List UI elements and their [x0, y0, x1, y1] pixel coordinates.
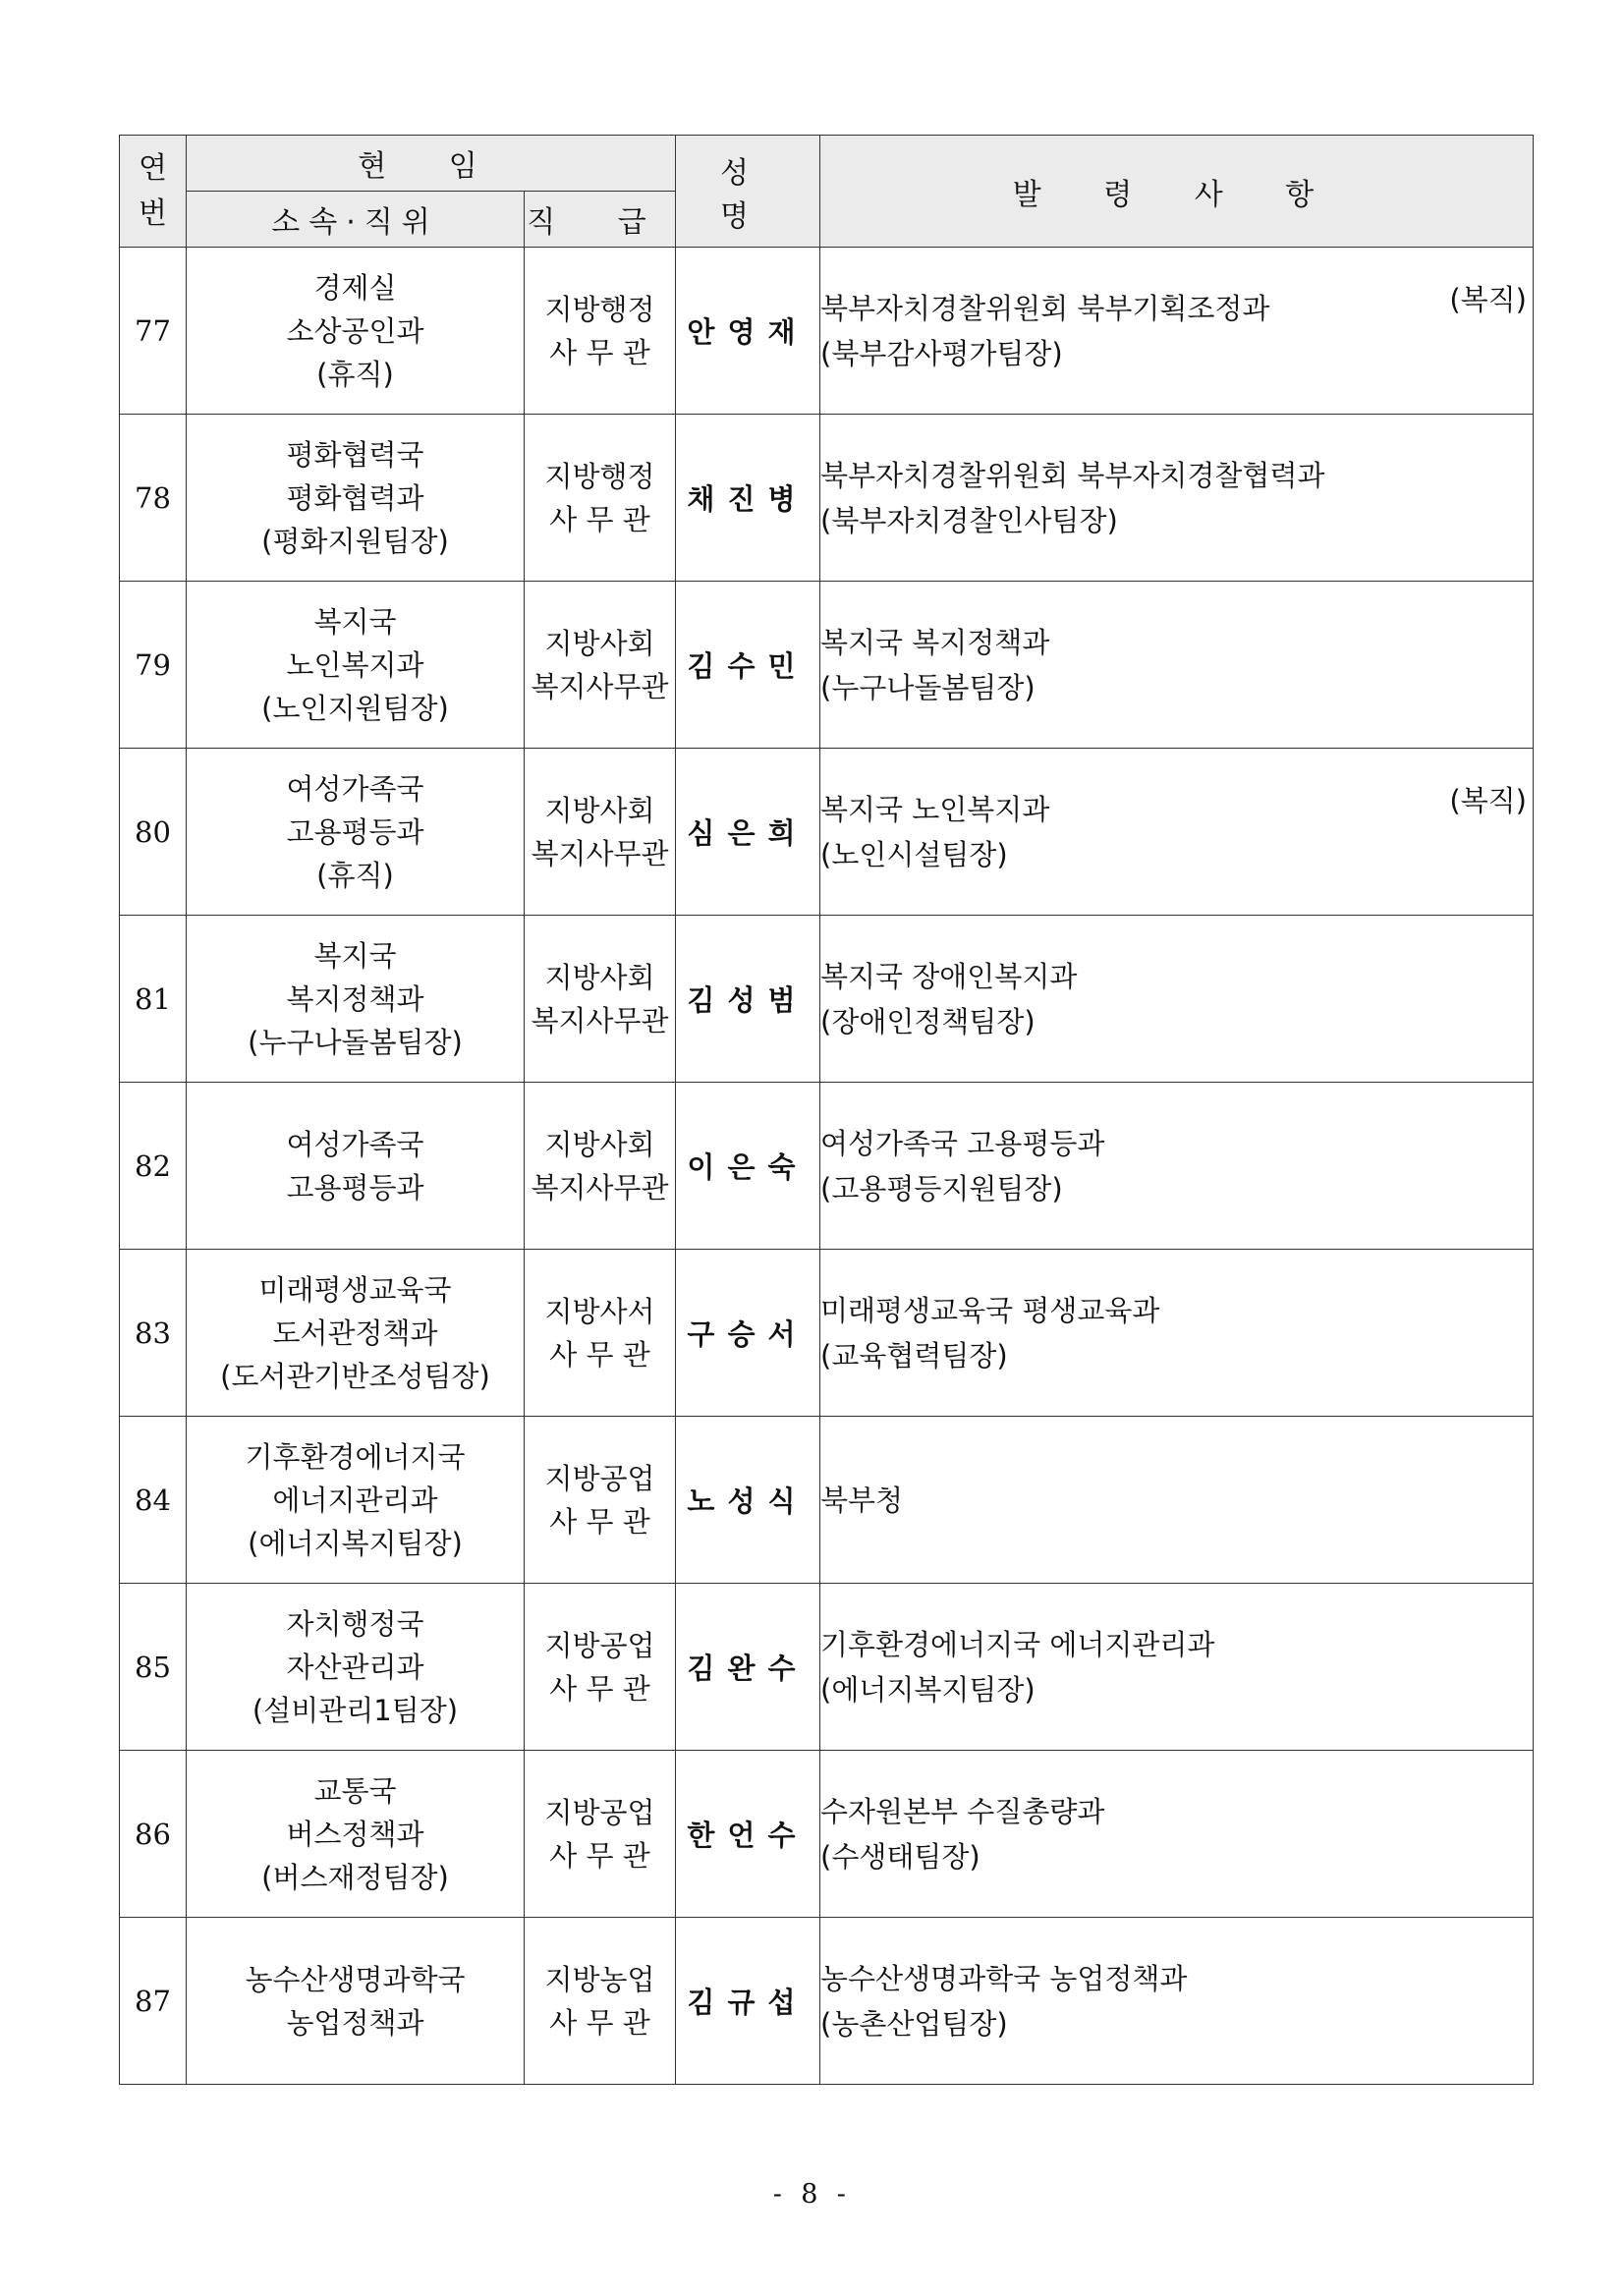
org-line: 에너지관리과	[272, 1483, 438, 1517]
row-index: 77	[120, 248, 187, 415]
appointment-order	[820, 1751, 1534, 1918]
appointment-order	[820, 916, 1534, 1083]
current-org-position	[187, 1250, 525, 1417]
grade-line: 복지사무관	[531, 1003, 669, 1037]
person-name: 구승서	[676, 1250, 820, 1417]
appointment-order	[820, 415, 1534, 582]
grade-line: 지방사서	[544, 1294, 655, 1328]
header-org: 소속·직위	[187, 192, 525, 248]
order-line: (장애인정책팀장)	[820, 1004, 1036, 1038]
current-org-position	[187, 916, 525, 1083]
org-line: 노인복지과	[286, 647, 424, 682]
org-line: 고용평등과	[286, 814, 424, 849]
person-name: 김완수	[676, 1584, 820, 1751]
current-grade	[525, 916, 676, 1083]
person-name: 이은숙	[676, 1083, 820, 1250]
order-line: 여성가족국 고용평등과	[820, 1126, 1105, 1160]
row-index: 85	[120, 1584, 187, 1751]
grade-line: 사 무 관	[549, 502, 650, 536]
order-line: 복지국 장애인복지과	[820, 959, 1078, 993]
org-line: 자산관리과	[286, 1650, 424, 1684]
grade-line: 지방농업	[544, 1962, 655, 1996]
current-grade	[525, 415, 676, 582]
current-grade	[525, 1250, 676, 1417]
order-note: (복직)	[1449, 282, 1527, 316]
person-name: 김수민	[676, 582, 820, 749]
org-line: 자치행정국	[286, 1606, 424, 1641]
org-line: 소상공인과	[286, 313, 424, 348]
grade-line: 사 무 관	[549, 1504, 650, 1539]
org-line: 경제실	[313, 270, 397, 305]
appointment-order	[820, 749, 1534, 916]
current-org-position	[187, 1417, 525, 1584]
order-line: 수자원본부 수질총량과	[820, 1794, 1105, 1828]
org-line: (버스재정팀장)	[261, 1860, 449, 1894]
order-line: 북부자치경찰위원회 북부기획조정과	[820, 291, 1270, 325]
table-row	[120, 582, 1534, 749]
order-line: (에너지복지팀장)	[820, 1672, 1036, 1707]
org-line: (노인지원팀장)	[261, 691, 449, 725]
current-grade	[525, 582, 676, 749]
row-index: 87	[120, 1918, 187, 2085]
row-index: 78	[120, 415, 187, 582]
org-line: (누구나돌봄팀장)	[248, 1025, 463, 1059]
org-line: 여성가족국	[286, 1127, 424, 1161]
grade-line: 사 무 관	[549, 1671, 650, 1706]
grade-line: 복지사무관	[531, 836, 669, 870]
org-line: 여성가족국	[286, 771, 424, 806]
org-line: 농업정책과	[286, 2005, 424, 2040]
person-name: 김규섭	[676, 1918, 820, 2085]
current-org-position	[187, 1584, 525, 1751]
order-line: (수생태팀장)	[820, 1839, 980, 1874]
table-row	[120, 248, 1534, 415]
current-org-position	[187, 582, 525, 749]
appointment-order	[820, 1584, 1534, 1751]
order-line: (고용평등지원팀장)	[820, 1171, 1063, 1205]
person-name: 노성식	[676, 1417, 820, 1584]
appointment-order	[820, 1417, 1534, 1584]
grade-line: 지방공업	[544, 1795, 655, 1829]
table-row	[120, 1918, 1534, 2085]
current-grade	[525, 1083, 676, 1250]
current-org-position	[187, 1751, 525, 1918]
row-index: 82	[120, 1083, 187, 1250]
order-line: (농촌산업팀장)	[820, 2006, 1008, 2041]
grade-line: 지방사회	[544, 793, 655, 827]
org-line: 평화협력과	[286, 480, 424, 515]
table-row	[120, 1417, 1534, 1584]
org-line: 고용평등과	[286, 1170, 424, 1204]
grade-line: 지방공업	[544, 1461, 655, 1495]
org-line: 복지국	[313, 938, 397, 973]
current-grade	[525, 1751, 676, 1918]
table-row	[120, 1751, 1534, 1918]
order-line: (북부자치경찰인사팀장)	[820, 503, 1118, 537]
person-name: 한언수	[676, 1751, 820, 1918]
current-org-position	[187, 248, 525, 415]
org-line: (평화지원팀장)	[261, 524, 449, 558]
header-grade: 직 급	[525, 192, 676, 248]
person-name: 김성범	[676, 916, 820, 1083]
page-number: - 8 -	[772, 2179, 852, 2210]
org-line: 복지정책과	[286, 981, 424, 1016]
org-line: 농수산생명과학국	[245, 1962, 466, 1996]
current-grade	[525, 1584, 676, 1751]
org-line: 교통국	[313, 1773, 397, 1808]
row-index: 83	[120, 1250, 187, 1417]
order-line: 복지국 복지정책과	[820, 625, 1050, 659]
row-index: 79	[120, 582, 187, 749]
order-line: 미래평생교육국 평생교육과	[820, 1293, 1160, 1327]
order-line: (북부감사평가팀장)	[820, 336, 1063, 370]
order-line: 북부청	[820, 1483, 904, 1517]
person-name: 심은희	[676, 749, 820, 916]
table-row	[120, 1083, 1534, 1250]
current-org-position	[187, 415, 525, 582]
appointment-order	[820, 1083, 1534, 1250]
order-line: 북부자치경찰위원회 북부자치경찰협력과	[820, 458, 1325, 492]
row-index: 86	[120, 1751, 187, 1918]
current-grade	[525, 1918, 676, 2085]
current-org-position	[187, 749, 525, 916]
org-line: 복지국	[313, 604, 397, 639]
header-index: 연 번	[120, 136, 187, 248]
org-line: (휴직)	[316, 357, 394, 391]
appointment-order	[820, 1250, 1534, 1417]
row-index: 81	[120, 916, 187, 1083]
header-name: 성 명	[676, 136, 820, 248]
order-note: (복직)	[1449, 783, 1527, 817]
table-row	[120, 916, 1534, 1083]
grade-line: 사 무 관	[549, 335, 650, 369]
org-line: (도서관기반조성팀장)	[220, 1359, 490, 1393]
table-row	[120, 749, 1534, 916]
grade-line: 지방공업	[544, 1628, 655, 1662]
org-line: 평화협력국	[286, 437, 424, 472]
row-index: 84	[120, 1417, 187, 1584]
org-line: (휴직)	[316, 858, 394, 892]
org-line: (에너지복지팀장)	[248, 1526, 463, 1560]
row-index: 80	[120, 749, 187, 916]
current-org-position	[187, 1083, 525, 1250]
grade-line: 사 무 관	[549, 1337, 650, 1372]
appointment-order	[820, 582, 1534, 749]
table-row	[120, 1250, 1534, 1417]
header-current: 현 임	[187, 136, 676, 192]
table-header-row-1	[120, 136, 1534, 192]
grade-line: 지방사회	[544, 626, 655, 660]
grade-line: 지방사회	[544, 1127, 655, 1161]
header-order: 발 령 사 항	[820, 136, 1534, 248]
grade-line: 복지사무관	[531, 1170, 669, 1204]
grade-line: 지방행정	[544, 459, 655, 493]
order-line: 기후환경에너지국 에너지관리과	[820, 1627, 1215, 1661]
grade-line: 사 무 관	[549, 1838, 650, 1873]
org-line: 버스정책과	[286, 1817, 424, 1851]
order-line: (누구나돌봄팀장)	[820, 670, 1036, 704]
current-grade	[525, 749, 676, 916]
grade-line: 복지사무관	[531, 669, 669, 703]
table-row	[120, 1584, 1534, 1751]
order-line: 농수산생명과학국 농업정책과	[820, 1961, 1188, 1995]
org-line: 기후환경에너지국	[245, 1439, 466, 1474]
org-line: 미래평생교육국	[258, 1272, 452, 1307]
grade-line: 지방사회	[544, 960, 655, 994]
org-line: 도서관정책과	[272, 1316, 438, 1350]
person-name: 안영재	[676, 248, 820, 415]
order-line: 복지국 노인복지과	[820, 792, 1050, 826]
order-line: (교육협력팀장)	[820, 1338, 1008, 1372]
current-grade	[525, 1417, 676, 1584]
table-body	[120, 248, 1534, 2085]
person-name: 채진병	[676, 415, 820, 582]
current-org-position	[187, 1918, 525, 2085]
appointment-order	[820, 248, 1534, 415]
table-row	[120, 415, 1534, 582]
appointment-table	[119, 135, 1534, 2085]
grade-line: 지방행정	[544, 292, 655, 326]
grade-line: 사 무 관	[549, 2005, 650, 2040]
org-line: (설비관리1팀장)	[252, 1693, 459, 1727]
order-line: (노인시설팀장)	[820, 837, 1008, 871]
appointment-order	[820, 1918, 1534, 2085]
current-grade	[525, 248, 676, 415]
